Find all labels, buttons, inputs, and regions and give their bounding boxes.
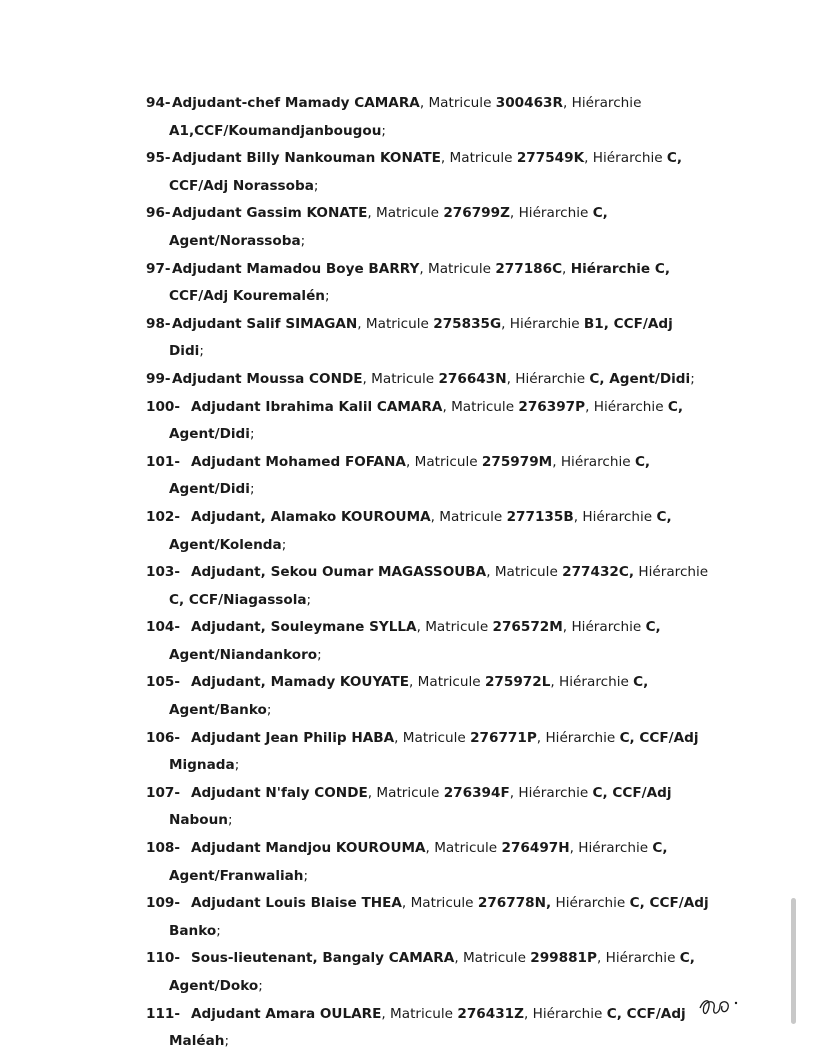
item-number: 100- [146, 398, 181, 415]
text-run: 276397P [518, 398, 586, 415]
text-run: 276497H [501, 840, 570, 857]
text-run: ; [313, 177, 319, 194]
list-item [0, 614, 709, 669]
text-run: , Hiérarchie [569, 840, 653, 857]
text-run: ; [300, 232, 306, 249]
text-run: ; [258, 978, 263, 994]
text-run: , Hiérarchie [523, 1005, 607, 1022]
text-run: C, [679, 950, 695, 967]
text-run: Adjudant-chef Mamady CAMARA [172, 95, 420, 111]
text-run: , Matricule [367, 784, 444, 801]
text-run: CCF/Adj Kouremalén [169, 288, 325, 305]
item-text [191, 895, 709, 911]
text-run: CCF/Adj Norassoba [169, 177, 314, 194]
item-text [191, 674, 648, 690]
item-text-continuation [169, 587, 709, 615]
text-run: C, [667, 398, 684, 415]
text-run: 275979M [481, 453, 553, 470]
item-text [169, 316, 673, 360]
text-run: Hiérarchie C, [570, 260, 671, 277]
item-number: 106- [146, 729, 181, 746]
text-run: , Matricule [381, 1005, 458, 1022]
text-run: 276572M [492, 619, 563, 636]
text-run: , Hiérarchie [509, 205, 593, 222]
text-run: ; [249, 426, 255, 443]
list-item [0, 256, 709, 311]
text-run: Agent/Kolenda [169, 536, 282, 553]
text-run: Agent/Franwaliah [169, 867, 304, 884]
item-text-continuation [169, 532, 709, 560]
text-run: , Hiérarchie [506, 370, 590, 387]
item-text [191, 785, 672, 801]
text-run: 276643N [438, 370, 507, 387]
text-run: , [562, 260, 571, 277]
text-run: , Hiérarchie [501, 315, 584, 332]
list-item [0, 1001, 709, 1056]
text-run: , Matricule [454, 950, 531, 967]
text-run: C, CCF/Niagassola [169, 591, 307, 608]
text-run: ; [281, 536, 287, 553]
item-number: 104- [146, 619, 181, 636]
item-text [172, 371, 695, 387]
item-text-continuation [169, 283, 709, 311]
text-run: ; [234, 757, 240, 774]
item-number: 95- [146, 150, 171, 167]
item-text-continuation [169, 642, 709, 670]
text-run: Hiérarchie [551, 895, 630, 912]
list-item [0, 311, 709, 366]
text-run: C, CCF/Adj [629, 895, 709, 912]
list-item [0, 890, 709, 945]
scrollbar[interactable] [791, 898, 796, 1024]
text-run: Adjudant Louis Blaise THEA [191, 895, 402, 912]
text-run: 275972L [484, 674, 551, 691]
text-run: Adjudant Billy Nankouman KONATE [172, 150, 441, 167]
item-number: 102- [146, 508, 181, 525]
document-page [0, 90, 819, 1056]
text-run: , Matricule [430, 508, 507, 525]
item-text-continuation [169, 421, 709, 449]
text-run: Maléah [169, 1033, 225, 1050]
text-run: Agent/Norassoba [169, 232, 301, 249]
text-run: Adjudant Gassim KONATE [172, 205, 368, 222]
text-run: , Matricule [416, 619, 493, 636]
text-run: , Matricule [394, 729, 471, 746]
text-run: ; [266, 702, 272, 719]
text-run: Adjudant, Sekou Oumar MAGASSOUBA [191, 564, 487, 581]
text-run: Agent/Didi [169, 481, 250, 498]
text-run: Adjudant, Alamako KOUROUMA [191, 508, 431, 525]
text-run: Adjudant Mandjou KOUROUMA [191, 840, 426, 857]
text-run: , Hiérarchie [550, 674, 634, 691]
text-run: 276778N, [477, 895, 552, 912]
list-item [0, 725, 709, 780]
item-number: 108- [146, 840, 181, 857]
text-run: ; [227, 812, 233, 829]
text-run: Adjudant N'faly CONDE [191, 784, 368, 801]
text-run: , Matricule [401, 895, 478, 912]
text-run: Adjudant, Souleymane SYLLA [191, 619, 417, 636]
text-run: , Matricule [409, 674, 485, 691]
text-run: C, [633, 674, 649, 691]
item-text [191, 950, 695, 966]
text-run: A1,CCF/Koumandjanbougou [169, 122, 382, 139]
text-run: ; [317, 646, 322, 663]
text-run: , Matricule [367, 205, 444, 222]
item-number: 111- [146, 1005, 181, 1022]
text-run: , Matricule [357, 315, 434, 332]
text-run: , Matricule [440, 150, 517, 167]
list-item [0, 669, 709, 724]
item-text [172, 261, 670, 277]
text-run: Adjudant Ibrahima Kalil CAMARA [191, 398, 443, 415]
text-run: Agent/Doko [169, 978, 259, 994]
text-run: , Matricule [362, 370, 439, 387]
item-text [191, 564, 708, 580]
text-run: ; [381, 122, 387, 139]
item-number: 99- [146, 370, 171, 387]
item-number: 103- [146, 564, 181, 581]
list-item [0, 504, 709, 559]
item-text-continuation [169, 807, 709, 835]
text-run: 276799Z [443, 205, 510, 222]
item-text [191, 454, 650, 470]
text-run: C, CCF/Adj [592, 784, 672, 801]
text-run: Sous-lieutenant, Bangaly CAMARA [191, 950, 455, 967]
text-run: Adjudant Amara OULARE [191, 1005, 382, 1022]
list-item [0, 835, 709, 890]
text-run: Adjudant Mohamed FOFANA [191, 453, 406, 470]
text-run: 277135B [506, 508, 574, 525]
text-run: Hiérarchie [634, 564, 709, 581]
text-run: , Hiérarchie [562, 619, 646, 636]
text-run: 277186C [495, 260, 563, 277]
text-run: , Matricule [419, 260, 496, 277]
text-run: 277549K [516, 150, 585, 167]
text-run: C, [592, 205, 608, 222]
text-run: 276431Z [457, 1005, 524, 1022]
text-run: ; [216, 922, 221, 939]
item-text [191, 1006, 686, 1022]
text-run: Adjudant Mamadou Boye BARRY [172, 260, 420, 277]
text-run: , Matricule [419, 95, 496, 111]
item-text-continuation [169, 697, 709, 725]
text-run: 276394F [443, 784, 510, 801]
text-run: ; [306, 591, 312, 608]
item-text [191, 840, 668, 856]
item-number: 97- [146, 260, 171, 277]
text-run: C, CCF/Adj [619, 729, 699, 746]
text-run: Agent/Banko [169, 702, 267, 719]
text-run: , Hiérarchie [596, 950, 680, 967]
text-run: C, Agent/Didi [589, 370, 691, 387]
text-run: ; [249, 481, 255, 498]
text-run: , Hiérarchie [536, 729, 620, 746]
text-run: , Matricule [442, 398, 519, 415]
text-run: 275835G [433, 315, 502, 332]
text-run: 276771P [470, 729, 537, 746]
text-run: Banko [169, 922, 217, 939]
list-item [0, 449, 709, 504]
item-text [191, 509, 672, 525]
item-number: 96- [146, 205, 171, 222]
item-text-continuation [169, 476, 709, 504]
item-text [191, 619, 661, 635]
item-text [172, 205, 608, 221]
item-number: 109- [146, 895, 181, 912]
list-item [0, 559, 709, 614]
list-item [0, 945, 709, 1000]
text-run: C, [634, 453, 651, 470]
text-run: C, [645, 619, 661, 636]
text-run: C, [666, 150, 683, 167]
text-run: B1, CCF/Adj Didi [169, 315, 673, 360]
text-run: Adjudant Moussa CONDE [172, 370, 363, 387]
item-text-continuation [169, 973, 709, 1001]
text-run: C, CCF/Adj [606, 1005, 686, 1022]
item-text [172, 150, 682, 166]
text-run: 299881P [530, 950, 597, 967]
text-run: Adjudant Salif SIMAGAN [172, 315, 358, 332]
text-run: , Hiérarchie [562, 95, 642, 111]
text-run: ; [224, 1033, 230, 1050]
item-text-continuation [169, 918, 709, 946]
list-item [0, 145, 709, 200]
text-run: ; [303, 867, 309, 884]
text-run: , Matricule [405, 453, 482, 470]
text-run: ; [324, 288, 330, 305]
item-text [191, 399, 683, 415]
item-text [172, 95, 641, 111]
text-run: 300463R [495, 95, 563, 111]
text-run: , Hiérarchie [585, 398, 668, 415]
item-text-continuation [169, 1028, 709, 1056]
text-run: Adjudant Jean Philip HABA [191, 729, 395, 746]
text-run: 277432C, [562, 564, 635, 581]
item-number: 98- [146, 315, 171, 332]
list-item [0, 200, 709, 255]
text-run: ; [199, 343, 204, 360]
text-run: ; [690, 370, 695, 387]
item-number: 107- [146, 784, 181, 801]
list-item [0, 90, 709, 145]
handwritten-initials [698, 994, 740, 1018]
text-run: , Hiérarchie [573, 508, 657, 525]
item-text-continuation [169, 863, 709, 891]
text-run: , Hiérarchie [584, 150, 667, 167]
text-run: Naboun [169, 812, 228, 829]
item-text-continuation [169, 228, 709, 256]
text-run: Agent/Niandankoro [169, 646, 318, 663]
item-text-continuation [169, 752, 709, 780]
text-run: Adjudant, Mamady KOUYATE [191, 674, 410, 691]
item-number: 105- [146, 674, 181, 691]
item-text-continuation [169, 118, 709, 146]
list-item [0, 780, 709, 835]
text-run: Agent/Didi [169, 426, 250, 443]
item-text-continuation [169, 173, 709, 201]
text-run: C, [652, 840, 668, 857]
item-number: 101- [146, 453, 181, 470]
list-item [0, 366, 709, 394]
item-text [191, 730, 699, 746]
text-run: , Hiérarchie [552, 453, 635, 470]
list-item [0, 394, 709, 449]
item-number: 94- [146, 95, 171, 111]
text-run: , Hiérarchie [509, 784, 593, 801]
text-run: , Matricule [486, 564, 563, 581]
text-run: , Matricule [425, 840, 502, 857]
text-run: Mignada [169, 757, 235, 774]
item-number: 110- [146, 950, 181, 967]
text-run: C, [656, 508, 672, 525]
